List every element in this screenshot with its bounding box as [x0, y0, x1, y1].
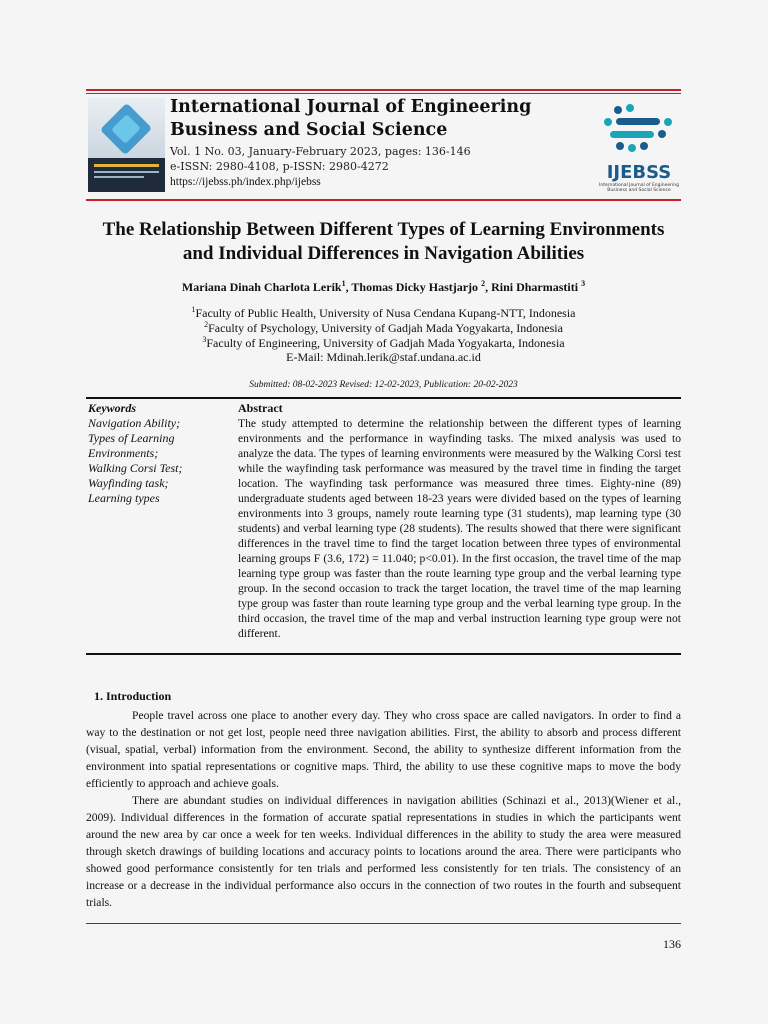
keywords-heading: Keywords — [88, 401, 136, 415]
author-sup: 3 — [581, 279, 586, 288]
keyword-item: Wayfinding task; — [88, 476, 169, 490]
abstract-heading: Abstract — [238, 401, 283, 415]
logo-dots-icon — [596, 100, 682, 158]
header-top-rule-thin — [86, 93, 681, 94]
affiliation-1 — [86, 305, 681, 321]
keyword-item: Types of Learning Environments; — [88, 431, 175, 460]
logo-text: IJEBSS — [606, 162, 672, 183]
footer-rule — [86, 923, 681, 924]
author-sup: 2 — [481, 279, 486, 288]
header-top-rule — [86, 89, 681, 91]
author-name: Thomas Dicky Hastjarjo — [351, 280, 482, 294]
page-number: 136 — [663, 937, 681, 951]
journal-logo — [596, 100, 682, 192]
header-bottom-rule — [86, 199, 681, 201]
journal-cover-image — [88, 98, 165, 192]
journal-volume-info: Vol. 1 No. 03, January-February 2023, pages: 136-146 — [170, 145, 471, 158]
introduction-body — [86, 707, 681, 911]
affiliation-text: Faculty of Public Health, University of Nusa Cendana Kupang-NTT, Indonesia — [195, 306, 576, 320]
journal-url[interactable]: https://ijebss.ph/index.php/ijebss — [170, 176, 321, 188]
section-heading-introduction: 1. Introduction — [94, 689, 172, 703]
keywords-list — [88, 416, 228, 506]
author-list: Mariana Dinah Charlota Lerik$^1$, Thomas Dicky Hastjarjo $^2$, Rini Dharmastiti $^3$ — [181, 279, 586, 294]
keyword-item: Walking Corsi Test; — [88, 461, 183, 475]
affiliation-sup: 1 — [191, 305, 196, 314]
keyword-item: Navigation Ability; — [88, 416, 181, 430]
article-title: The Relationship Between Different Types of Learning Environments and Individual Differences in Navigation Abilities — [102, 219, 665, 264]
author-name: Mariana Dinah Charlota Lerik — [181, 280, 342, 294]
affiliation-2 — [86, 320, 681, 336]
keyword-item: Learning types — [88, 491, 160, 505]
author-name: Rini Dharmastiti — [491, 280, 582, 294]
body-paragraph: There are abundant studies on individual differences in navigation abilities (Schinazi et al., 2013)(Wiener et al., 2009). Individual differences in the formation of accurate spatial representations in studies in which the participants went around the new area by car once a week for ten weeks. Individual differences in the ability to study the area were measured through sketch drawings of building locations and accuracy points to locations around the area. There were participants who showed good performance consistently for ten trials and performed less consistently for ten trials. The consistency of an increase or a decrease in the individual performance also occurs in the connection of two routes in the fourth and subsequent trials. — [86, 794, 681, 909]
body-paragraph: People travel across one place to another every day. They who cross space are called navigators. In order to find a way to the destination or not get lost, people need three navigation abilities. First, the ability to absorb and process different (visual, spatial, verbal) information from the environment. Second, the ability to synthesize different information from the environment into spatial representations or cognitive maps. Third, the ability to use these cognitive maps to move the body efficiently to approach and achieve goals. — [86, 709, 681, 790]
abstract-bottom-rule — [86, 653, 681, 655]
journal-title: International Journal of Engineering Business and Social Science — [170, 97, 532, 140]
submission-dates: Submitted: 08-02-2023 Revised: 12-02-2023, Publication: 20-02-2023 — [249, 380, 518, 390]
affiliation-3 — [86, 335, 681, 351]
affiliation-text: Faculty of Psychology, University of Gadjah Mada Yogyakarta, Indonesia — [208, 321, 563, 335]
journal-issn: e-ISSN: 2980-4108, p-ISSN: 2980-4272 — [170, 160, 389, 173]
affiliation-sup: 2 — [204, 320, 209, 329]
affiliation-sup: 3 — [202, 335, 207, 344]
abstract-text: The study attempted to determine the relationship between the different types of learning environments and the performance in wayfinding tasks. The mixed analysis was used to analyze the data. The types of learning environments were measured by the Walking Corsi test while the wayfinding task performance was measured by the travel time in finding the target location. The wayfinding task performance was measured three times. Eighty-nine (89) undergraduate students aged between 18-23 years were divided based on the types of learning environments into 3 groups, namely route learning type (31 students), map learning type (30 students) and verbal learning type (28 students). The results showed that there were significant differences in the travel time to find the target location between three types of environmental learning groups F (3.6, 172) = 11.040; p<0.01). In the first occasion, the travel time of the map learning type group was faster than the route learning type group and the verbal learning type group. In the second occasion to track the target location, the travel time of the map learning type group was faster than route learning type group and the verbal learning type group. In the third occasion, the travel time of the map and verbal instruction learning type group were not different. — [238, 417, 681, 640]
abstract-top-rule — [86, 397, 681, 399]
author-email: E-Mail: Mdinah.lerik@staf.undana.ac.id — [286, 350, 481, 364]
author-sup: 1 — [341, 279, 346, 288]
affiliation-text: Faculty of Engineering, University of Gadjah Mada Yogyakarta, Indonesia — [206, 336, 565, 350]
logo-subtext: International Journal of Engineering Business and Social Science — [599, 183, 679, 193]
